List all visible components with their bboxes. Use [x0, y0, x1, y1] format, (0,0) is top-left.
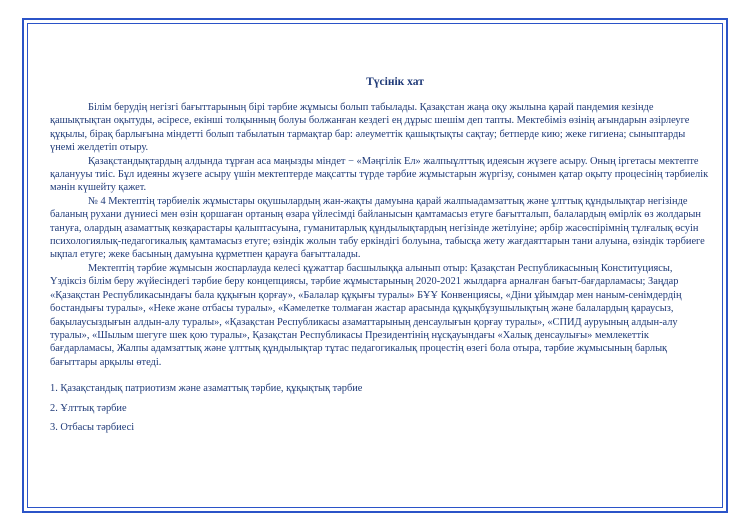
document-content [50, 76, 710, 440]
paragraph-3: № 4 Мектептің тәрбиелік жұмыстары оқушылардың жан-жақты дамуына қарай жалпыадамзаттық және ұлттық құндылықтар негізінде баланың рухани дүниесі мен өзін қоршаған ортаның өзара үйлесімді байланысын қамтамасыз етуге бағытталып, балалардың өмірлік өз жолдарын тануға, олардың азаматтық көзқарастары қалыптасуына, гуманитарлық құндылықтардың негізінде жетілуіне; әрбір жасөспірімнің тұлғалық өсуін психологиялық-педагогикалық қамтамасыз етуге; өзіндік жолын табу еркіндігі болуына, табысқа жету жағдаяттарын тани алуына, өзіндік тәрбиеге ықпал етуге; жеке басының дамуына құрметпен қарауға бағытталады. [50, 195, 705, 261]
list-item: 3. Отбасы тәрбиесі [50, 421, 135, 433]
list-item: 2. Ұлттық тәрбие [50, 402, 127, 414]
direction-list [50, 382, 710, 434]
list-item: 1. Қазақстандық патриотизм және азаматтық тәрбие, құқықтық тәрбие [50, 383, 363, 395]
paragraph-1: Білім берудің негізгі бағыттарының бірі тәрбие жұмысы болып табылады. Қазақстан жаңа оқу жылына қарай пандемия кезінде қашықтықтан оқытуды, әсіресе, екінші толқынның болуы болжанған кездегі ең дұрыс шешім деп тапты. Мектебіміз өзінің ағындарын әзірлеуге құқылы, бірақ барлығына міндетті болып табылатын тармақтар бар: әлеуметтік қашықтықты сақтау; бетперде кию; жеке гигиена; сыныптарды үнемі желдетіп отыру. [50, 102, 690, 154]
document-title: Түсінік хат [366, 76, 424, 88]
paragraph-2: Қазақстандықтардың алдында тұрған аса маңызды міндет − «Мәңгілік Ел» жалпыұлттық идеясын жүзеге асыру. Оның іргетасы мектепте қаланууы тиіс. Бұл идеяны жүзеге асыру үшін мектептерде мақсатты түрде тәрбие жұмыстарын жүргізу, сонымен қатар оқыту процесінің тәрбиелік мәнін күшейту қажет. [50, 155, 709, 194]
paragraph-4: Мектептің тәрбие жұмысын жоспарлауда келесі құжаттар басшылыққа алынып отыр: Қазақстан Республикасының Конституциясы, Үздіксіз білім беру жүйесіндегі тәрбие беру концепциясы, тәрбие жұмыстарының 2020-2021 жылдарға арналған бағыт-бағдарламасы; Заңдар «Қазақстан Республикасындағы бала құқығын қорғау», «Балалар құқығы туралы» БҰҰ Конвенциясы, «Діни ұйымдар мен наным-сенімдердің бостандығы туралы», «Неке және отбасы туралы», «Кәмелетке толмаған жастар арасында құқықбұзушылықтың және балалардың қараусыз, бақылаусыздығын алдын-алу туралы», «Қазақстан Республикасы азаматтарының денсаулығын қорғау туралы», «СПИД ауруының алдын-алу туралы», «Шылым шегуге шек қою туралы», Қазақстан Республикасы Президентінің нұсқауындағы «Халық денсаулығы» мемлекеттік бағдарламасы, Жалпы адамзаттық және ұлттық құндылықтар тұтас педагогикалық процестің өзегі бола отыра, тәрбие жұмысының барлық бағыттары арқылы өтеді. [50, 262, 682, 368]
